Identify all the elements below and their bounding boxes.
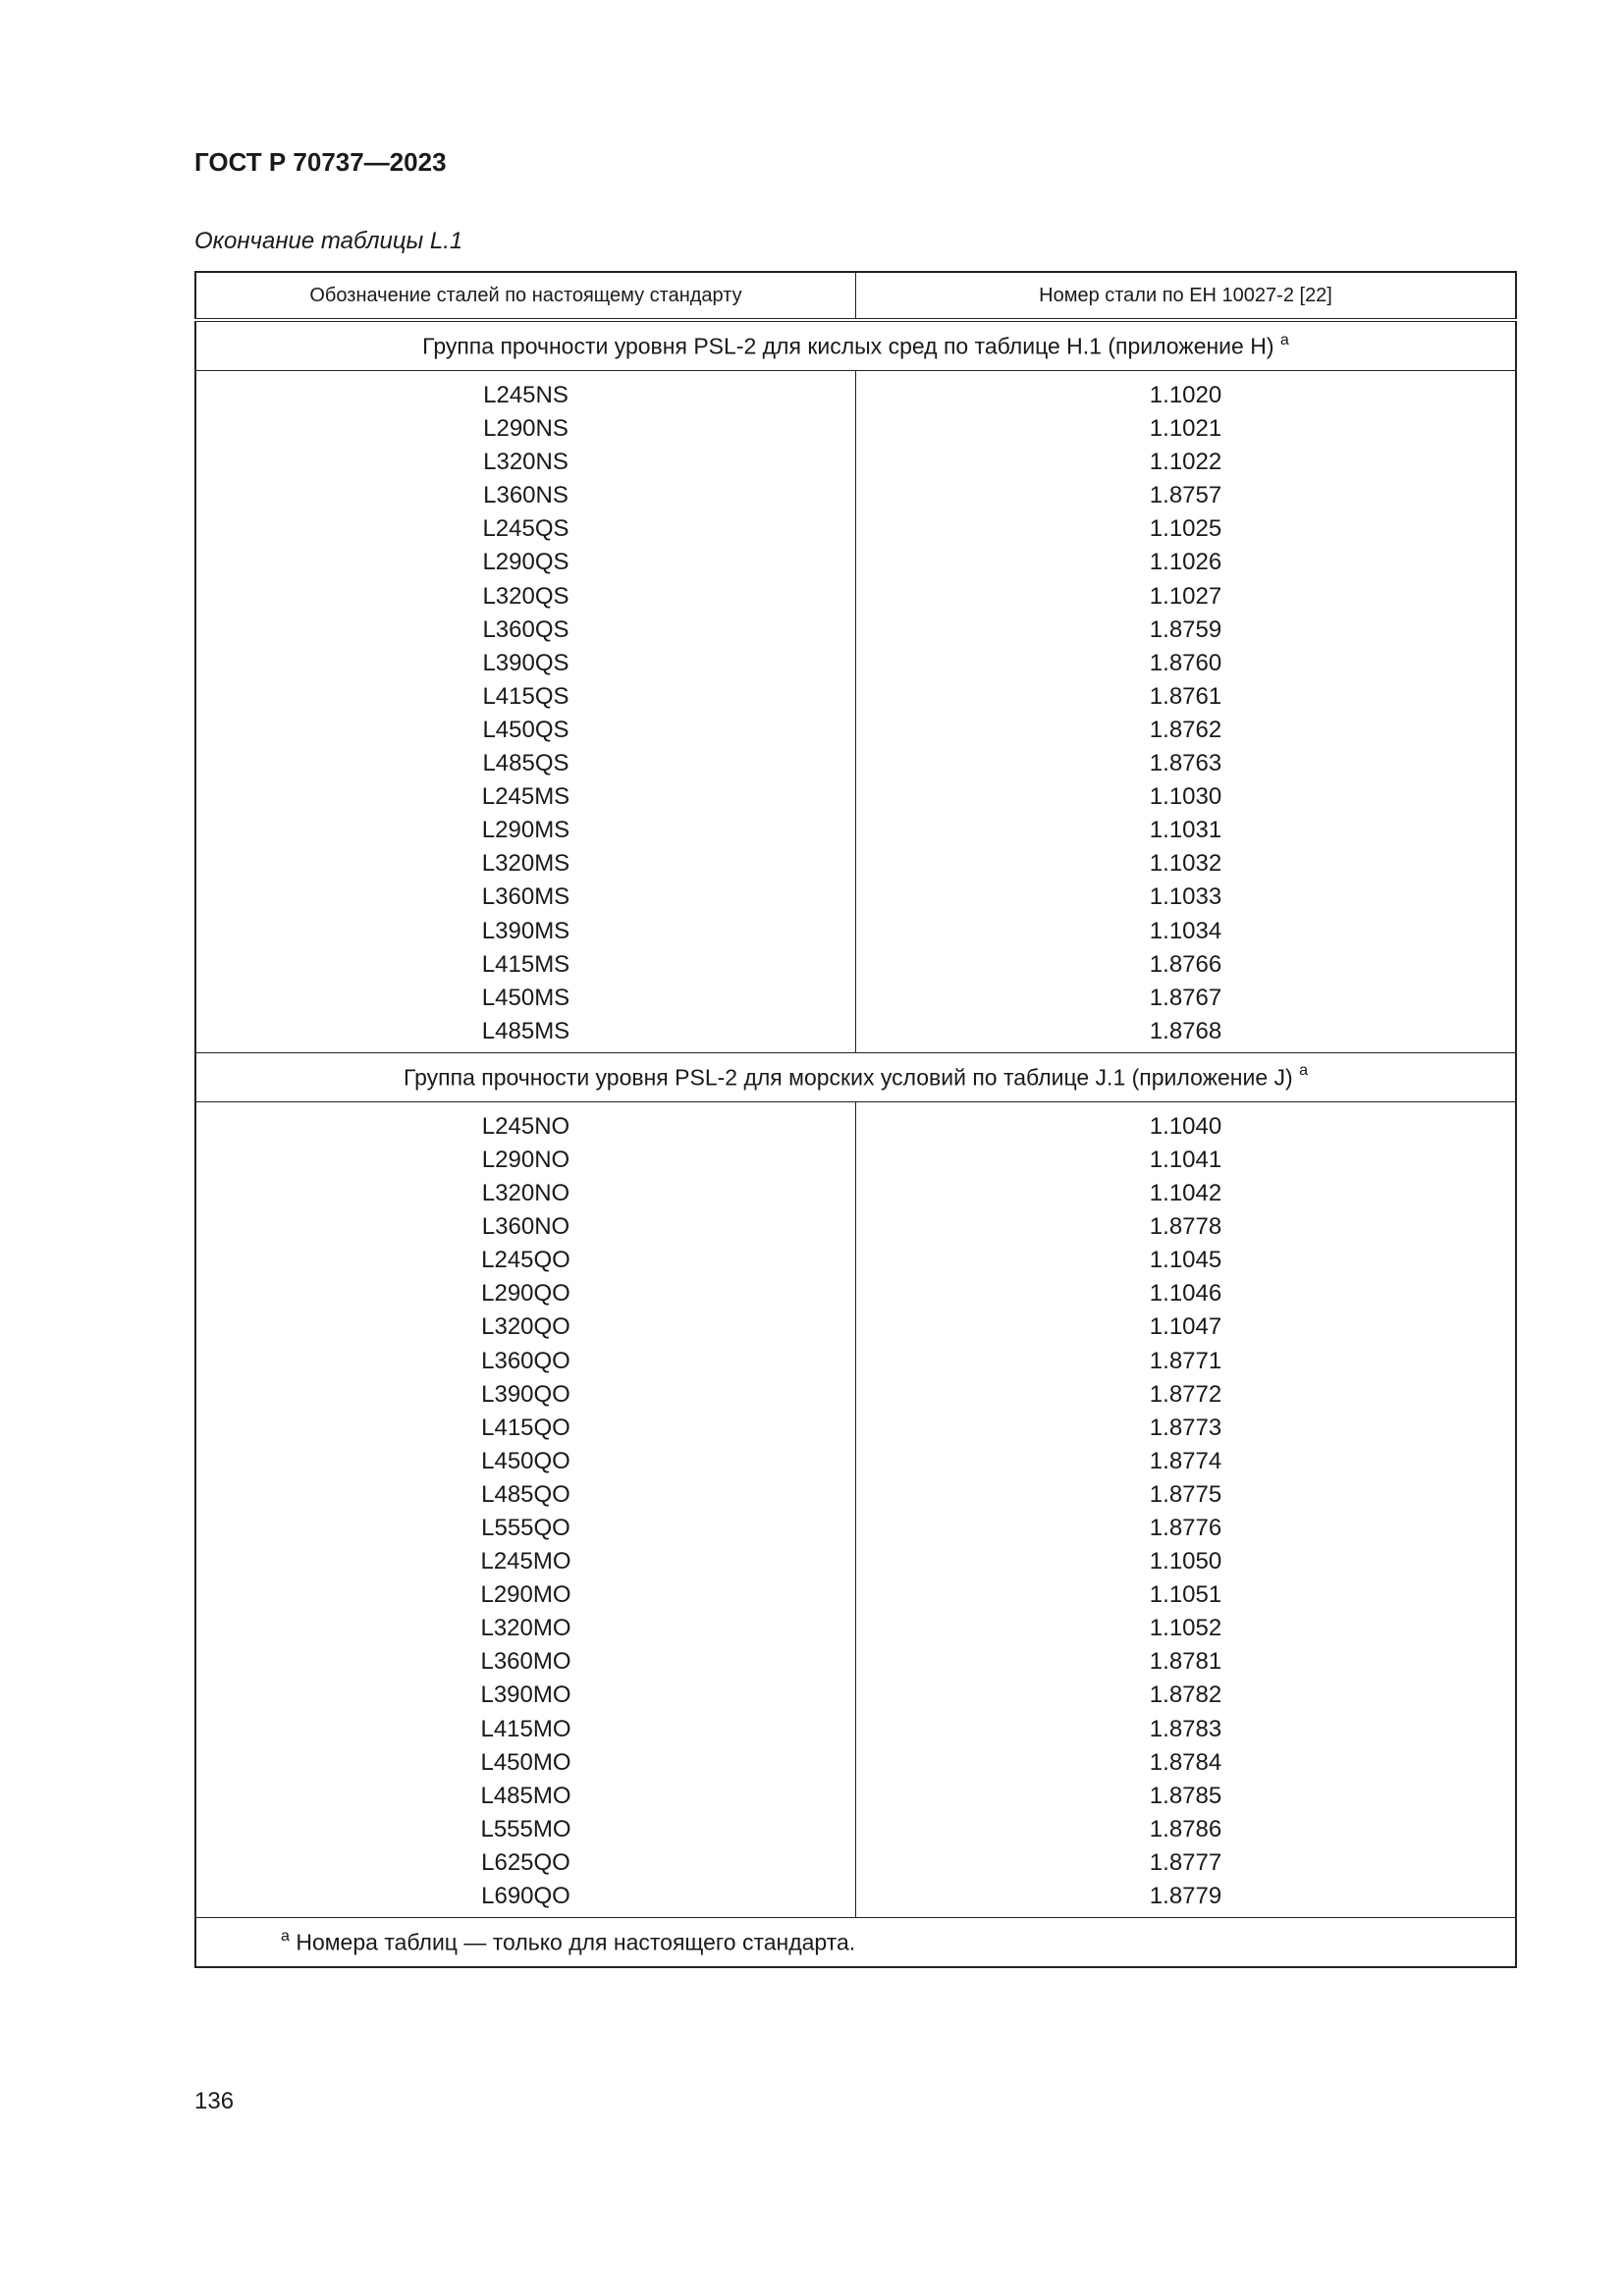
data-block-marine (195, 1101, 1516, 1917)
steel-number-cell: 1.1020 (1149, 382, 1222, 408)
steel-designation-cell: L690QO (481, 1883, 570, 1910)
steel-number-cell: 1.8772 (1149, 1380, 1222, 1408)
group-title-text: Группа прочности уровня PSL-2 для кислых сред по таблице H.1 (приложение H) (422, 333, 1274, 359)
steel-designation-cell: L320NO (481, 1180, 570, 1207)
steel-number-cell: 1.8768 (1149, 1017, 1222, 1044)
steel-designation-cell: L290MO (480, 1581, 571, 1609)
steel-number-cell: 1.8774 (1149, 1447, 1222, 1474)
steel-designation-cell: L245QS (482, 515, 569, 543)
steel-number-cell: 1.8777 (1149, 1848, 1222, 1876)
steel-number-cell: 1.1051 (1149, 1581, 1222, 1609)
header-designation: Обозначение сталей по настоящему стандарту (195, 272, 856, 320)
steel-designation-cell: L415QS (482, 682, 569, 710)
steel-designation-table (194, 271, 1517, 1968)
steel-designation-cell: L415QO (481, 1414, 570, 1441)
steel-designation-cell: L450QO (481, 1447, 570, 1474)
steel-number-cell: 1.8767 (1149, 984, 1222, 1011)
steel-number-cell: 1.1021 (1149, 415, 1222, 443)
steel-designation-cell: L390MS (481, 917, 570, 944)
steel-designation-cell: L390QO (481, 1380, 570, 1408)
page-number: 136 (194, 2088, 235, 2114)
steel-designation-cell: L290QS (482, 549, 569, 576)
steel-designation-cell: L290NO (481, 1146, 570, 1173)
steel-number-cell: 1.8784 (1149, 1748, 1222, 1776)
footnote-mark: a (1299, 1061, 1309, 1080)
steel-designation-cell: L485MS (481, 1017, 570, 1044)
steel-designation-cell: L390MO (480, 1682, 571, 1709)
group-title-sour (195, 320, 1516, 371)
steel-number-cell: 1.1040 (1149, 1112, 1222, 1140)
table-caption: Окончание таблицы L.1 (194, 228, 463, 254)
steel-number-cell: 1.1025 (1149, 515, 1222, 543)
steel-number-cell: 1.8761 (1149, 682, 1222, 710)
steel-designation-cell: L245QO (481, 1247, 570, 1274)
steel-designation-cell: L485QS (482, 750, 569, 777)
header-steel-number: Номер стали по ЕН 10027-2 [22] (856, 272, 1517, 320)
steel-number-cell: 1.8786 (1149, 1815, 1222, 1842)
steel-number-column (856, 1101, 1517, 1917)
group-title-marine (195, 1052, 1516, 1101)
steel-designation-cell: L360QS (482, 615, 569, 643)
steel-designation-cell: L320QO (481, 1313, 570, 1341)
steel-number-cell: 1.1041 (1149, 1146, 1222, 1173)
steel-designation-cell: L360NO (481, 1213, 570, 1241)
steel-number-cell: 1.8783 (1149, 1715, 1222, 1742)
steel-number-cell: 1.1031 (1149, 817, 1222, 844)
steel-designation-cell: L290QO (481, 1280, 570, 1308)
steel-designation-cell: L390QS (482, 649, 569, 676)
steel-number-cell: 1.8760 (1149, 649, 1222, 676)
steel-table-container (194, 271, 1517, 1968)
document-title: ГОСТ Р 70737—2023 (194, 147, 447, 177)
steel-number-cell: 1.1045 (1149, 1247, 1222, 1274)
group-title-text: Группа прочности уровня PSL-2 для морских условий по таблице J.1 (приложение J) (403, 1064, 1293, 1091)
steel-number-cell: 1.1050 (1149, 1548, 1222, 1575)
steel-number-cell: 1.8779 (1149, 1883, 1222, 1910)
steel-number-cell: 1.1022 (1149, 449, 1222, 476)
steel-designation-cell: L415MO (480, 1715, 571, 1742)
steel-number-cell: 1.8778 (1149, 1213, 1222, 1241)
group-row-sour (195, 320, 1516, 371)
steel-number-cell: 1.8781 (1149, 1648, 1222, 1676)
footnote-mark: a (281, 1926, 290, 1945)
steel-designation-cell: L360MO (480, 1648, 571, 1676)
steel-designation-cell: L555QO (481, 1515, 570, 1541)
steel-number-cell: 1.1034 (1149, 917, 1222, 944)
steel-designation-cell: L450QS (482, 716, 569, 743)
steel-designation-cell: L415MS (481, 950, 570, 978)
steel-number-cell: 1.8762 (1149, 716, 1222, 743)
steel-designation-cell: L320NS (483, 449, 568, 476)
steel-designation-cell: L320MS (481, 850, 570, 878)
steel-number-cell: 1.1047 (1149, 1313, 1222, 1341)
steel-number-cell: 1.1030 (1149, 783, 1222, 811)
steel-designation-cell: L450MO (480, 1748, 571, 1776)
group-row-marine (195, 1052, 1516, 1101)
footnote-row (195, 1918, 1516, 1968)
steel-number-cell: 1.8766 (1149, 950, 1222, 978)
steel-number-cell: 1.1046 (1149, 1280, 1222, 1308)
steel-number-cell: 1.1027 (1149, 582, 1222, 610)
steel-number-cell: 1.1033 (1149, 883, 1222, 911)
steel-designation-cell: L360MS (481, 883, 570, 911)
steel-designation-cell: L450MS (481, 984, 570, 1011)
data-block-sour (195, 371, 1516, 1053)
steel-designation-cell: L290MS (481, 817, 570, 844)
steel-number-cell: 1.8782 (1149, 1682, 1222, 1709)
steel-number-cell: 1.1042 (1149, 1180, 1222, 1207)
table-header-row (195, 272, 1516, 320)
footnote-text: Номера таблиц — только для настоящего стандарта. (289, 1929, 856, 1955)
steel-designation-cell: L320QS (482, 582, 569, 610)
steel-number-cell: 1.8773 (1149, 1414, 1222, 1441)
steel-designation-cell: L555MO (480, 1815, 571, 1842)
steel-designation-cell: L245MS (481, 783, 570, 811)
steel-number-cell: 1.8775 (1149, 1480, 1222, 1508)
steel-designation-cell: L290NS (483, 415, 568, 443)
footnote-mark: a (1279, 330, 1289, 348)
designation-column (195, 1101, 856, 1917)
designation-column (195, 371, 856, 1053)
steel-designation-cell: L485MO (480, 1782, 571, 1809)
steel-designation-cell: L625QO (481, 1848, 570, 1876)
steel-designation-cell: L245NO (481, 1112, 570, 1140)
steel-designation-cell: L245NS (483, 382, 568, 408)
steel-number-cell: 1.8771 (1149, 1347, 1222, 1374)
steel-number-cell: 1.8785 (1149, 1782, 1222, 1809)
steel-number-cell: 1.1032 (1149, 850, 1222, 878)
steel-designation-cell: L360NS (483, 482, 568, 509)
steel-number-cell: 1.8763 (1149, 750, 1222, 777)
steel-designation-cell: L360QO (481, 1347, 570, 1374)
steel-designation-cell: L485QO (481, 1480, 570, 1508)
steel-number-cell: 1.8757 (1149, 482, 1222, 509)
table-footnote (195, 1918, 1516, 1968)
steel-designation-cell: L320MO (480, 1615, 571, 1642)
steel-designation-cell: L245MO (480, 1548, 571, 1575)
steel-number-cell: 1.1052 (1149, 1615, 1222, 1642)
steel-number-cell: 1.8776 (1149, 1515, 1222, 1541)
steel-number-cell: 1.8759 (1149, 615, 1222, 643)
steel-number-cell: 1.1026 (1149, 549, 1222, 576)
steel-number-column (856, 371, 1517, 1053)
